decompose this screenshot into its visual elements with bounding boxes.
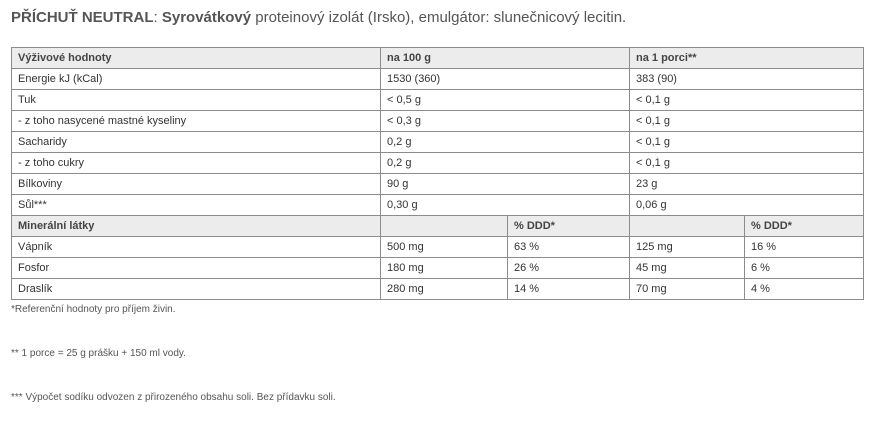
flavor-separator: : [153, 9, 158, 26]
nutrition-header-per100: na 100 g [381, 48, 630, 69]
footnote-sodium: *** Výpočet sodíku odvozen z přirozeného obsahu soli. Bez přídavku soli. [11, 392, 336, 403]
table-row [12, 195, 864, 216]
mineral-ddd-portion: 6 % [745, 258, 864, 279]
mineral-per-portion: 45 mg [630, 258, 745, 279]
nutrient-per100: 1530 (360) [381, 69, 630, 90]
nutrient-label: Tuk [12, 90, 381, 111]
nutrient-per-portion: < 0,1 g [630, 111, 864, 132]
minerals-header-label: Minerální látky [12, 216, 381, 237]
nutrient-per100: 0,30 g [381, 195, 630, 216]
nutrient-per100: 90 g [381, 174, 630, 195]
nutrient-per-portion: < 0,1 g [630, 153, 864, 174]
nutrient-per-portion: 0,06 g [630, 195, 864, 216]
nutrient-per-portion: < 0,1 g [630, 132, 864, 153]
footnote-reference-values: *Referenční hodnoty pro příjem živin. [11, 304, 176, 315]
nutrient-per100: 0,2 g [381, 153, 630, 174]
nutrient-label: Energie kJ (kCal) [12, 69, 381, 90]
nutrient-label: Bílkoviny [12, 174, 381, 195]
table-row [12, 90, 864, 111]
mineral-label: Fosfor [12, 258, 381, 279]
nutrient-per100: < 0,5 g [381, 90, 630, 111]
ingredient-rest: proteinový izolát (Irsko), emulgátor: slunečnicový lecitin. [255, 9, 627, 26]
ingredient-bold: Syrovátkový [161, 9, 252, 26]
minerals-header-per100 [381, 216, 508, 237]
mineral-label: Vápník [12, 237, 381, 258]
mineral-per-portion: 70 mg [630, 279, 745, 300]
mineral-per100: 180 mg [381, 258, 508, 279]
flavor-label: PŘÍCHUŤ NEUTRAL [11, 9, 154, 26]
mineral-ddd-portion: 16 % [745, 237, 864, 258]
table-row [12, 258, 864, 279]
mineral-per-portion: 125 mg [630, 237, 745, 258]
nutrition-header-per-portion: na 1 porci** [630, 48, 864, 69]
mineral-label: Draslík [12, 279, 381, 300]
nutrition-header-label: Výživové hodnoty [12, 48, 381, 69]
minerals-header-ddd-portion: % DDD* [745, 216, 864, 237]
nutrient-per100: 0,2 g [381, 132, 630, 153]
table-row [12, 69, 864, 90]
minerals-header-ddd100: % DDD* [508, 216, 630, 237]
mineral-ddd-portion: 4 % [745, 279, 864, 300]
table-row [12, 111, 864, 132]
table-row [12, 279, 864, 300]
nutrition-table [11, 47, 864, 300]
footnote-portion: ** 1 porce = 25 g prášku + 150 ml vody. [11, 348, 186, 359]
nutrient-per100: < 0,3 g [381, 111, 630, 132]
minerals-header-per-portion [630, 216, 745, 237]
nutrient-per-portion: < 0,1 g [630, 90, 864, 111]
mineral-ddd100: 14 % [508, 279, 630, 300]
table-row [12, 132, 864, 153]
flavor-ingredients-line [11, 8, 626, 28]
table-row [12, 153, 864, 174]
mineral-ddd100: 26 % [508, 258, 630, 279]
nutrient-per-portion: 23 g [630, 174, 864, 195]
nutrient-per-portion: 383 (90) [630, 69, 864, 90]
table-row [12, 237, 864, 258]
nutrition-header-row [12, 48, 864, 69]
table-row [12, 174, 864, 195]
nutrient-label: - z toho cukry [12, 153, 381, 174]
mineral-per100: 280 mg [381, 279, 508, 300]
mineral-per100: 500 mg [381, 237, 508, 258]
mineral-ddd100: 63 % [508, 237, 630, 258]
nutrient-label: Sůl*** [12, 195, 381, 216]
minerals-header-row [12, 216, 864, 237]
nutrient-label: Sacharidy [12, 132, 381, 153]
nutrient-label: - z toho nasycené mastné kyseliny [12, 111, 381, 132]
